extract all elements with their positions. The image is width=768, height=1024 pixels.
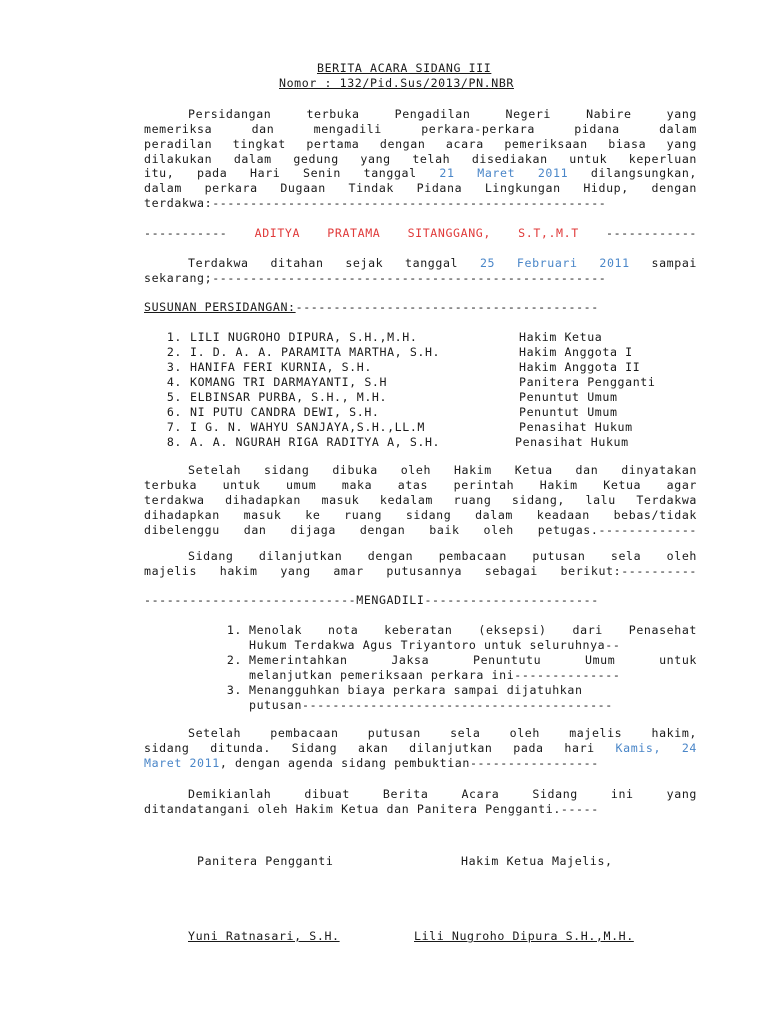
member-role: Hakim Ketua: [519, 330, 603, 344]
after-line-2: [144, 741, 697, 756]
member-name: A. A. NGURAH RIGA RADITYA A, S.H.: [190, 435, 441, 449]
left-signatory-role: Panitera Pengganti: [197, 854, 334, 868]
verdict-item-line-1: Memerintahkan Jaksa Penuntutu Umum untuk: [249, 653, 697, 667]
member-role: Penuntut Umum: [519, 390, 618, 404]
opening-line-4: dilakukan dalam gedung yang telah disediakan untuk keperluan: [144, 152, 697, 166]
detention-line-2: sekarang;----------------------------------------------------: [144, 271, 607, 285]
member-role: Penasihat Hukum: [519, 420, 633, 434]
opening-line-7: terdakwa:----------------------------------------------------: [144, 196, 607, 210]
detention-post: sampai: [629, 256, 698, 270]
opened-line-4: dihadapkan masuk ke ruang sidang dalam keadaan bebas/tidak: [144, 508, 697, 522]
member-number: 2.: [166, 345, 182, 359]
verdict-item-number: 1.: [226, 623, 242, 637]
opening-line-5-post: dilangsungkan,: [568, 166, 698, 180]
member-name: I G. N. WAHYU SANJAYA,S.H.,LL.M: [190, 420, 425, 434]
after-line-3: [144, 756, 599, 771]
member-name: LILI NUGROHO DIPURA, S.H.,M.H.: [190, 330, 418, 344]
next-hearing-date: Maret 2011: [144, 756, 220, 770]
member-role: Hakim Anggota I: [519, 345, 633, 359]
continue-line-1: Sidang dilanjutkan dengan pembacaan putusan sela oleh: [188, 549, 697, 563]
after-line-3-post: , dengan agenda sidang pembuktian-----------------: [219, 756, 599, 770]
verdict-item-line-2: melanjutkan pemeriksaan perkara ini--------------: [249, 668, 621, 682]
member-number: 3.: [166, 360, 182, 374]
next-hearing-day: Kamis, 24: [615, 741, 697, 755]
verdict-item-number: 3.: [226, 683, 242, 697]
defendant-dash-left: -----------: [144, 226, 228, 240]
verdict-heading: ----------------------------MENGADILI-----------------------: [144, 593, 599, 607]
right-signatory-name: Lili Nugroho Dipura S.H.,M.H.: [414, 929, 634, 943]
opening-line-5-pre: itu, pada Hari Senin tanggal: [144, 166, 440, 180]
verdict-item-line-2: putusan-----------------------------------------: [249, 698, 613, 712]
member-number: 6.: [166, 405, 182, 419]
opening-line-6: dalam perkara Dugaan Tindak Pidana Lingkungan Hidup, dengan: [144, 181, 697, 195]
member-role: Panitera Pengganti: [519, 375, 656, 389]
member-number: 4.: [166, 375, 182, 389]
member-role: Penuntut Umum: [519, 405, 618, 419]
member-number: 1.: [166, 330, 182, 344]
verdict-item-number: 2.: [226, 653, 242, 667]
verdict-item-line-1: Menolak nota keberatan (eksepsi) dari Penasehat: [249, 623, 697, 637]
member-role: Hakim Anggota II: [519, 360, 641, 374]
member-name: ELBINSAR PURBA, S.H., M.H.: [190, 390, 388, 404]
document-number: Nomor : 132/Pid.Sus/2013/PN.NBR: [279, 76, 514, 90]
member-number: 7.: [166, 420, 182, 434]
member-name: HANIFA FERI KURNIA, S.H.: [190, 360, 372, 374]
defendant-name: ADITYA PRATAMA SITANGGANG, S.T,.M.T: [254, 226, 579, 240]
opening-line-3: peradilan tingkat pertama dengan acara pemeriksaan biasa yang: [144, 137, 697, 151]
opened-line-2: terbuka untuk umum maka atas perintah Hakim Ketua agar: [144, 478, 697, 492]
continue-line-2: majelis hakim yang amar putusannya sebagai berikut:----------: [144, 564, 697, 578]
member-name: KOMANG TRI DARMAYANTI, S.H: [190, 375, 388, 389]
member-number: 8.: [166, 435, 182, 449]
opened-line-5: dibelenggu dan dijaga dengan baik oleh petugas.-------------: [144, 523, 697, 537]
opened-line-1: Setelah sidang dibuka oleh Hakim Ketua dan dinyatakan: [188, 463, 697, 477]
document-title: BERITA ACARA SIDANG III: [317, 61, 492, 75]
member-name: I. D. A. A. PARAMITA MARTHA, S.H.: [190, 345, 441, 359]
detention-line-1: [188, 256, 697, 271]
opening-line-2: memeriksa dan mengadili perkara-perkara pidana dalam: [144, 122, 697, 136]
left-signatory-name: Yuni Ratnasari, S.H.: [188, 929, 340, 943]
opening-line-1: Persidangan terbuka Pengadilan Negeri Nabire yang: [188, 107, 697, 121]
defendant-dash-right: ------------: [606, 226, 697, 240]
member-number: 5.: [166, 390, 182, 404]
composition-heading: SUSUNAN PERSIDANGAN:: [144, 300, 296, 314]
verdict-item-line-1: Menangguhkan biaya perkara sampai dijatuhkan: [249, 683, 583, 697]
opened-line-3: terdakwa dihadapkan masuk kedalam ruang sidang, lalu Terdakwa: [144, 493, 697, 507]
composition-heading-dashes: ----------------------------------------: [295, 300, 599, 314]
composition-heading-line: [144, 300, 599, 315]
detention-pre: Terdakwa ditahan sejak tanggal: [188, 256, 480, 270]
defendant-line: [144, 226, 697, 241]
after-line-1: Setelah pembacaan putusan sela oleh majelis hakim,: [188, 726, 697, 740]
detention-date: 25 Februari 2011: [479, 256, 630, 270]
verdict-item-line-2: Hukum Terdakwa Agus Triyantoro untuk seluruhnya--: [249, 638, 621, 652]
opening-line-5: [144, 166, 697, 181]
closing-line-2: ditandatangani oleh Hakim Ketua dan Panitera Pengganti.-----: [144, 802, 599, 816]
member-role: Penasihat Hukum: [515, 435, 629, 449]
after-line-2-pre: sidang ditunda. Sidang akan dilanjutkan pada hari: [144, 741, 616, 755]
closing-line-1: Demikianlah dibuat Berita Acara Sidang ini yang: [188, 787, 697, 801]
hearing-date: 21 Maret 2011: [439, 166, 569, 180]
member-name: NI PUTU CANDRA DEWI, S.H.: [190, 405, 380, 419]
right-signatory-role: Hakim Ketua Majelis,: [461, 854, 613, 868]
